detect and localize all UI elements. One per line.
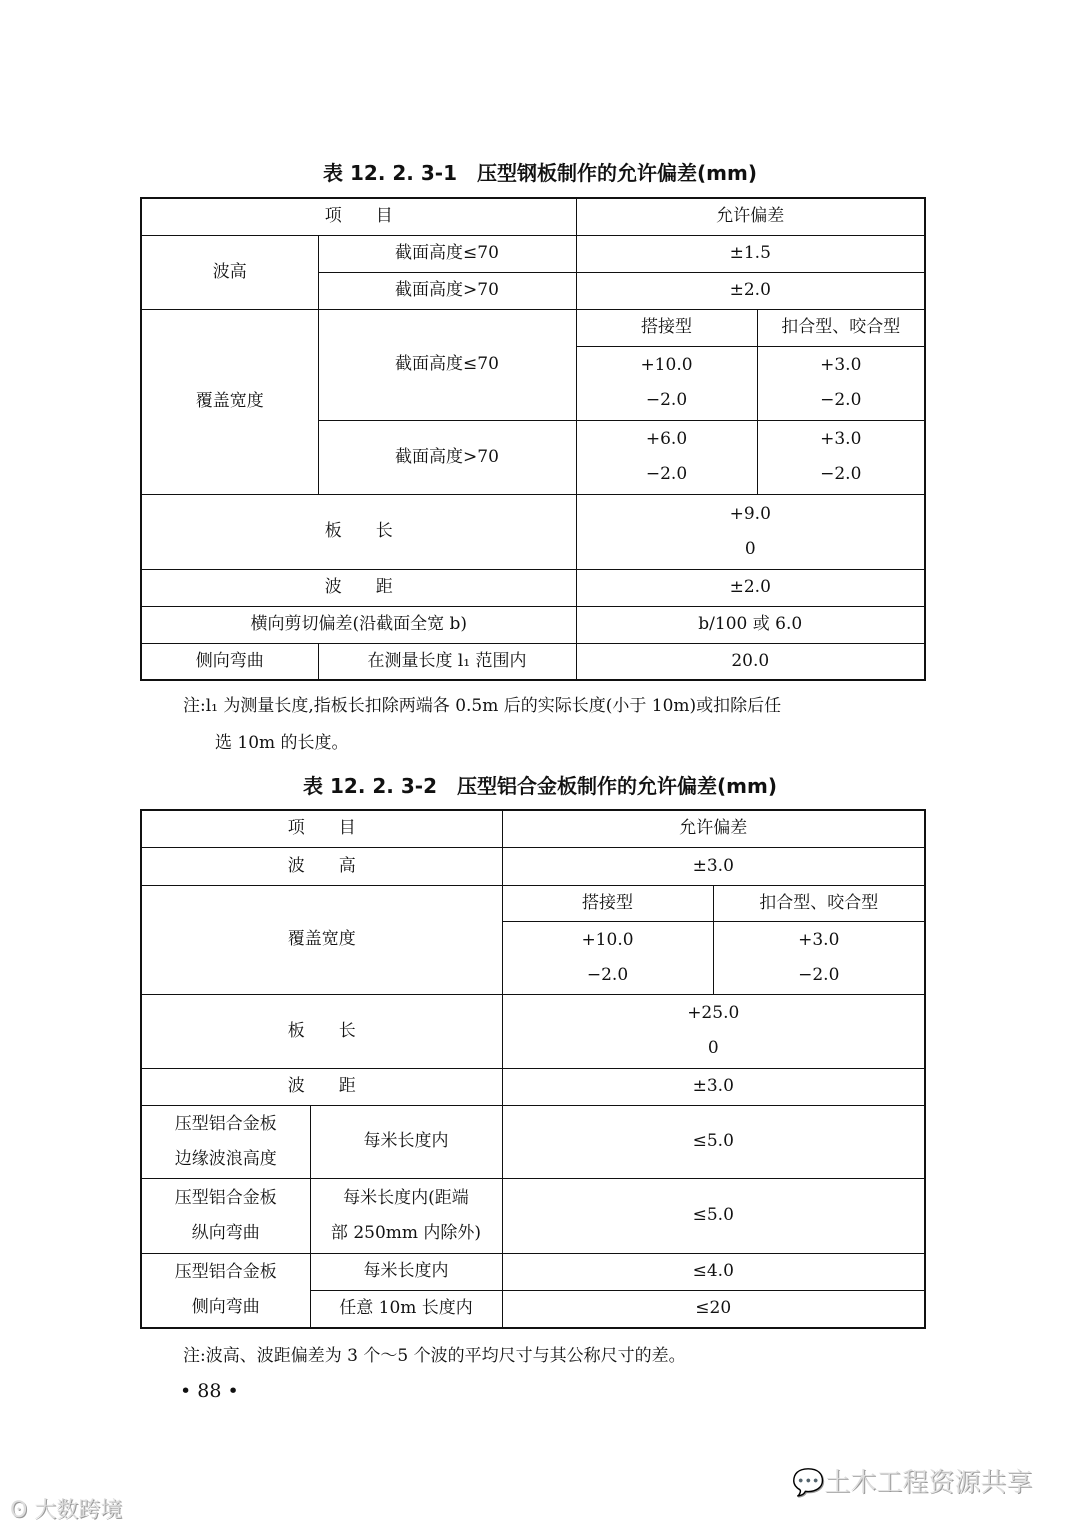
table1-note-line1: 注:l₁ 为测量长度,指板长扣除两端各 0.5m 后的实际长度(小于 10m)或扣除后任 (183, 696, 782, 716)
table2 (140, 809, 926, 1329)
header-tolerance: 允许偏差 (576, 198, 925, 235)
cell: +6.0 −2.0 (576, 420, 757, 494)
watermark-left (10, 1493, 122, 1524)
cell: ≤5.0 (502, 1105, 925, 1178)
lateral-label: 侧向弯曲 (141, 643, 318, 680)
cell: 20.0 (576, 643, 925, 680)
cell: ±2.0 (576, 569, 925, 606)
cell: +10.0 −2.0 (502, 921, 713, 994)
wechat-icon: 💬 (792, 1468, 825, 1498)
cell: 截面高度>70 (318, 420, 576, 494)
cell: 每米长度内 (310, 1105, 502, 1178)
cell: +3.0 −2.0 (757, 346, 925, 420)
cell: ±3.0 (502, 847, 925, 885)
edge-wave-label: 压型铝合金板 边缘波浪高度 (141, 1105, 310, 1178)
table2-title: 表 12. 2. 3-2 压型铝合金板制作的允许偏差(mm) (303, 774, 777, 798)
plate-length-label: 板 长 (141, 494, 576, 569)
cell: +10.0 −2.0 (576, 346, 757, 420)
cell: 每米长度内(距端 部 250mm 内除外) (310, 1178, 502, 1253)
sub-header: 搭接型 (502, 885, 713, 921)
header-item: 项 目 (141, 810, 502, 847)
page-number: • 88 • (180, 1380, 239, 1402)
cover-width-label: 覆盖宽度 (141, 885, 502, 994)
cell: +25.0 0 (502, 994, 925, 1068)
cell: 每米长度内 (310, 1253, 502, 1290)
header-item: 项 目 (141, 198, 576, 235)
cell: +3.0 −2.0 (713, 921, 925, 994)
wave-pitch-label: 波 距 (141, 569, 576, 606)
cell: 在测量长度 l₁ 范围内 (318, 643, 576, 680)
cell: 截面高度>70 (318, 272, 576, 309)
cell: ±1.5 (576, 235, 925, 272)
watermark-left-text: 大数跨境 (34, 1498, 123, 1523)
cell: 任意 10m 长度内 (310, 1290, 502, 1328)
wave-height-label: 波高 (141, 235, 318, 309)
cell: ≤5.0 (502, 1178, 925, 1253)
watermark-right-text: 土木工程资源共享 (824, 1468, 1033, 1498)
wave-pitch-label: 波 距 (141, 1068, 502, 1105)
cell: 截面高度≤70 (318, 235, 576, 272)
cell: ≤20 (502, 1290, 925, 1328)
sub-header: 扣合型、咬合型 (757, 309, 925, 346)
table1 (140, 197, 926, 681)
cell: +3.0 −2.0 (757, 420, 925, 494)
plate-length-label: 板 长 (141, 994, 502, 1068)
watermark-right (792, 1462, 1032, 1499)
cell: b/100 或 6.0 (576, 606, 925, 643)
logo-icon: ʘ (10, 1498, 35, 1523)
sub-header: 扣合型、咬合型 (713, 885, 925, 921)
header-tolerance: 允许偏差 (502, 810, 925, 847)
cell: ≤4.0 (502, 1253, 925, 1290)
cell: +9.0 0 (576, 494, 925, 569)
cell: ±3.0 (502, 1068, 925, 1105)
long-bend-label: 压型铝合金板 纵向弯曲 (141, 1178, 310, 1253)
shear-label: 横向剪切偏差(沿截面全宽 b) (141, 606, 576, 643)
cell: 截面高度≤70 (318, 309, 576, 420)
table1-note-line2: 选 10m 的长度。 (215, 733, 349, 753)
sub-header: 搭接型 (576, 309, 757, 346)
lateral-label: 压型铝合金板 侧向弯曲 (141, 1253, 310, 1328)
cell: ±2.0 (576, 272, 925, 309)
wave-height-label: 波 高 (141, 847, 502, 885)
table2-note: 注:波高、波距偏差为 3 个～5 个波的平均尺寸与其公称尺寸的差。 (183, 1346, 686, 1366)
table1-title: 表 12. 2. 3-1 压型钢板制作的允许偏差(mm) (323, 161, 757, 185)
cover-width-label: 覆盖宽度 (141, 309, 318, 494)
